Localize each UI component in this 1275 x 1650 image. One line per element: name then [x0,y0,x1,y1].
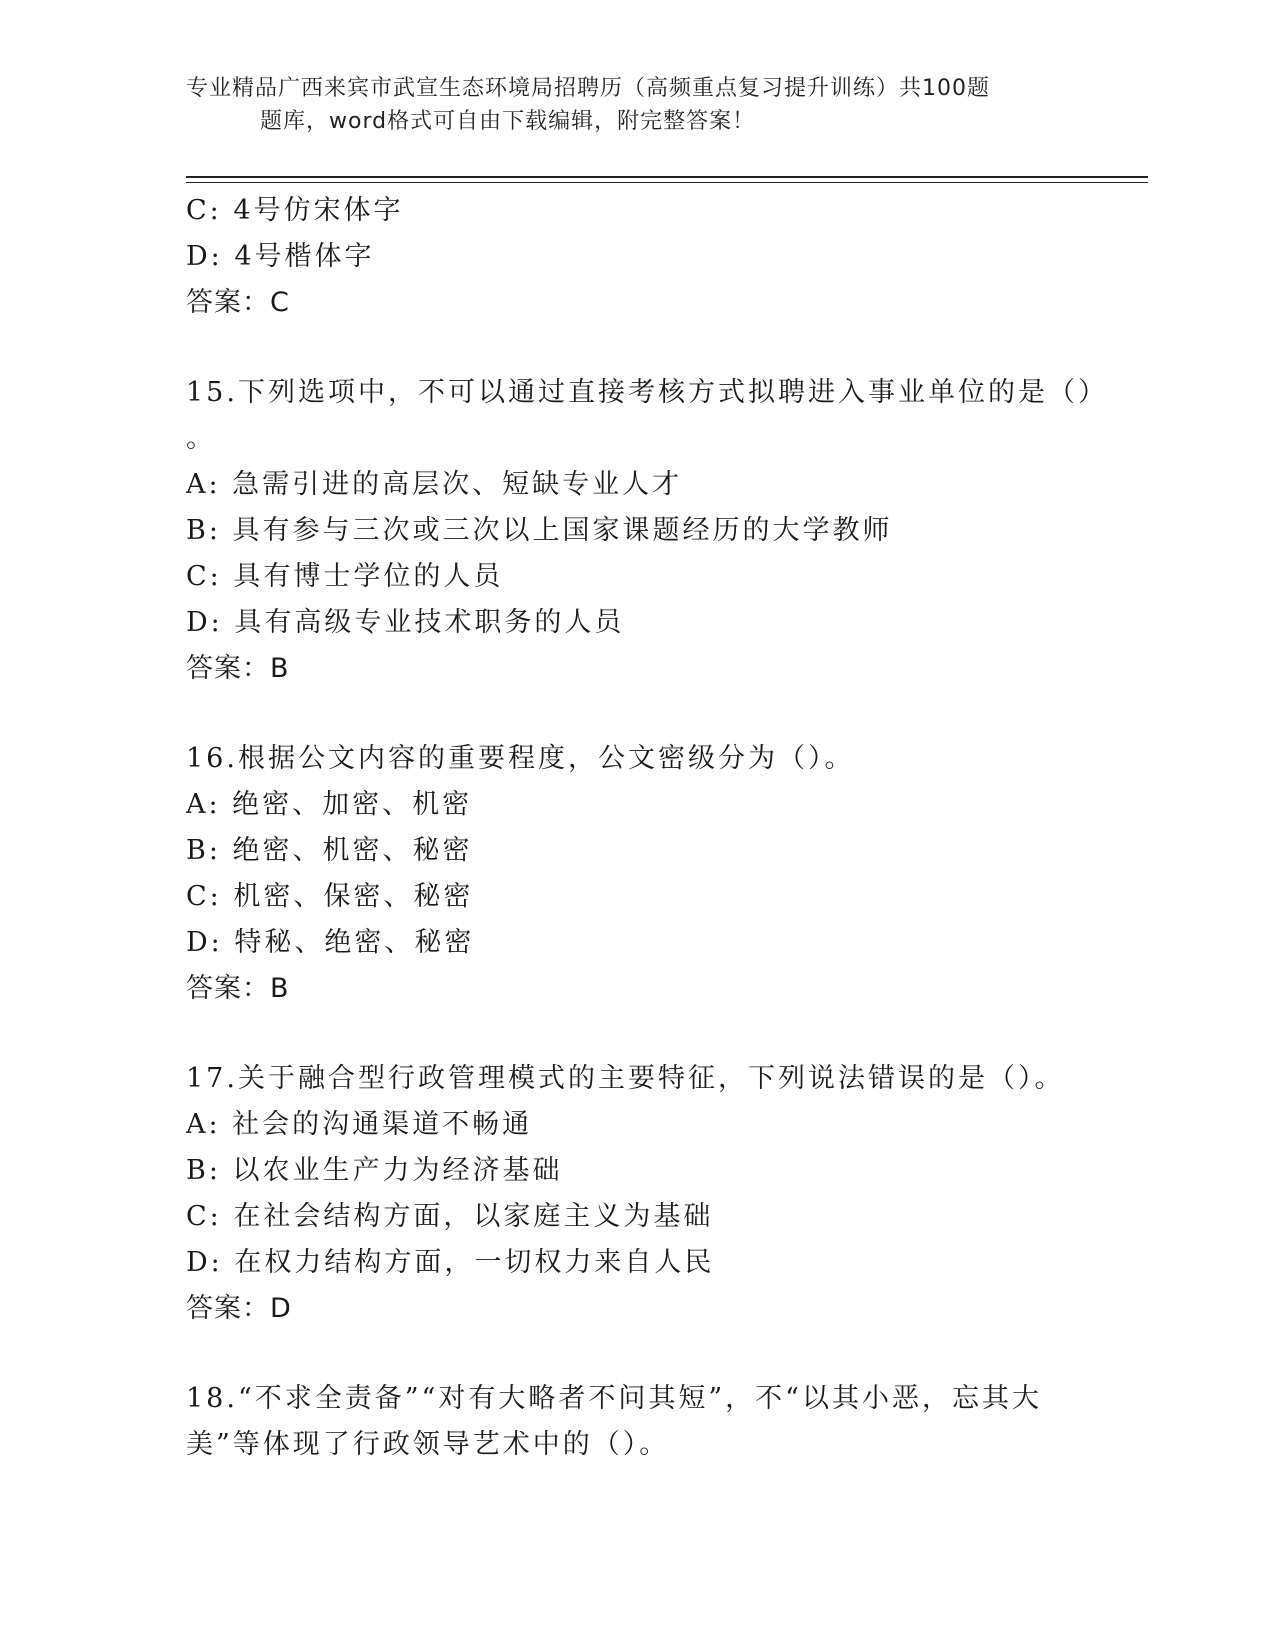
option-b: B: 以农业生产力为经济基础 [186,1155,563,1186]
option-d: D: 4号楷体字 [186,241,375,272]
option-c: C: 在社会结构方面，以家庭主义为基础 [186,1201,714,1232]
question-stem: 15.下列选项中，不可以通过直接考核方式拟聘进入事业单位的是（） [186,377,1108,408]
option-c: C: 具有博士学位的人员 [186,561,504,592]
spacer [186,1012,1086,1056]
question-stem: 17.关于融合型行政管理模式的主要特征，下列说法错误的是（）。 [186,1063,1065,1094]
option-a: A: 急需引进的高层次、短缺专业人才 [186,469,683,500]
option-d: D: 具有高级专业技术职务的人员 [186,607,625,638]
answer-label: 答案：C [186,287,290,318]
option-c: C: 机密、保密、秘密 [186,881,474,912]
answer-label: 答案：B [186,653,290,684]
question-list [186,188,1108,1468]
option-a: A: 社会的沟通渠道不畅通 [186,1109,533,1140]
spacer [186,326,1086,370]
spacer [186,1332,1086,1376]
question-stem-continued: 美”等体现了行政领导艺术中的（）。 [186,1429,670,1460]
header-title-line-2: 题库，word格式可自由下载编辑，附完整答案！ [260,109,756,134]
question-16 [186,736,1086,1012]
header-divider-thick [186,176,1148,178]
option-b: B: 具有参与三次或三次以上国家课题经历的大学教师 [186,515,893,546]
question-14-tail [186,188,1086,326]
spacer [186,692,1086,736]
option-d: D: 在权力结构方面，一切权力来自人民 [186,1247,715,1278]
question-17 [186,1056,1086,1332]
question-stem: 16.根据公文内容的重要程度，公文密级分为（）。 [186,743,855,774]
header-divider-thin [186,182,1148,183]
option-b: B: 绝密、机密、秘密 [186,835,473,866]
option-a: A: 绝密、加密、机密 [186,789,473,820]
question-18 [186,1376,1086,1468]
document-header [186,72,1066,138]
question-stem: 18.“不求全责备”“对有大略者不问其短”，不“以其小恶，忘其大 [186,1383,1042,1414]
header-title-line-1: 专业精品广西来宾市武宣生态环境局招聘历（高频重点复习提升训练）共100题 [186,76,990,101]
option-d: D: 特秘、绝密、秘密 [186,927,475,958]
answer-label: 答案：D [186,1293,292,1324]
question-stem-continued: 。 [186,423,216,454]
question-15 [186,370,1108,692]
option-c: C: 4号仿宋体字 [186,195,404,226]
answer-label: 答案：B [186,973,290,1004]
